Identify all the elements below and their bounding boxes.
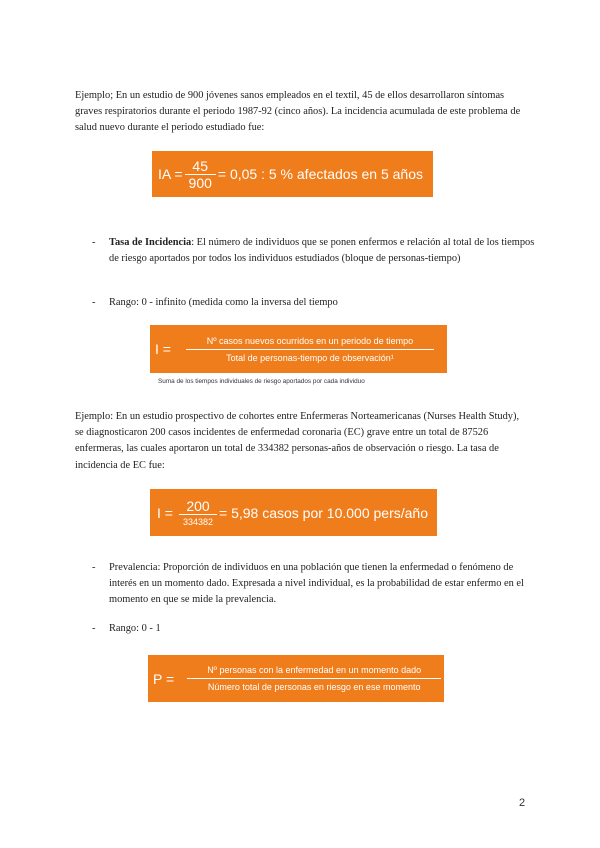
formula-ia-numerator: 45	[192, 157, 208, 174]
formula-ia-lhs: IA =	[158, 166, 183, 182]
formula-ia-rhs: = 0,05 : 5 % afectados en 5 años	[217, 166, 423, 182]
tasa-incidencia-term: Tasa de Incidencia	[109, 237, 192, 248]
bullet-tasa-incidencia	[92, 235, 542, 267]
formula-ia-denominator: 900	[185, 174, 216, 191]
formula-i-definition	[150, 325, 447, 373]
rango-2-text: Rango: 0 - 1	[109, 623, 161, 634]
formula-ia	[152, 151, 433, 197]
bullet-rango-2	[92, 621, 542, 637]
formula-i-calc-lhs: I =	[157, 504, 173, 521]
formula-p-lhs: P =	[153, 670, 175, 687]
formula-i-lhs: I =	[155, 341, 171, 357]
formula-i-calc-fraction	[179, 498, 217, 527]
formula-ia-fraction	[185, 158, 216, 191]
formula-footnote: Suma de los tiempos individuales de riesgo aportados por cada individuo	[158, 378, 365, 385]
example-2-paragraph: Ejemplo: En un estudio prospectivo de cohortes entre Enfermeras Norteamericanas (Nurses Health Study), se diagnosticaron 200 casos incidentes de enfermedad coronaria (EC) grave entre un total de 87526 enfermeras, las cuales aportaron un total de 334382 personas-años de observación o riesgo. La tasa de incidencia de EC fue:	[75, 411, 520, 471]
bullet-dash: -	[92, 297, 96, 308]
rango-1-text: Rango: 0 - infinito (medida como la inversa del tiempo	[109, 297, 338, 308]
bullet-rango-1	[92, 295, 542, 311]
formula-i-denominator: Total de personas-tiempo de observación¹	[186, 349, 434, 363]
bullet-dash: -	[92, 623, 96, 634]
page-number: 2	[519, 797, 526, 809]
bullet-prevalencia	[92, 560, 542, 609]
formula-i-fraction	[185, 336, 435, 363]
formula-p-denominator: Número total de personas en riesgo en ese momento	[187, 678, 441, 692]
formula-i-calc-rhs: = 5,98 casos por 10.000 pers/año	[219, 504, 428, 521]
formula-i-numerator: Nº casos nuevos ocurridos en un periodo de tiempo	[206, 335, 414, 346]
formula-i-calculation	[150, 489, 437, 536]
formula-p-numerator: Nº personas con la enfermedad en un momento dado	[207, 665, 422, 675]
prevalencia-text: Prevalencia: Proporción de individuos en una población que tienen la enfermedad o fenómeno de interés en un momento dado. Expresada a nivel individual, es la probabilidad de estar enfermo en el momento en que se mide la prevalencia.	[109, 562, 524, 606]
formula-p-definition	[148, 655, 444, 702]
tasa-incidencia-text: : El número de individuos que se ponen enfermos e relación al total de los tiempos de riesgo aportados por todos los individuos estudiados (bloque de personas-tiempo)	[109, 237, 535, 265]
example-1-paragraph: Ejemplo; En un estudio de 900 jóvenes sanos empleados en el textil, 45 de ellos desarrollaron síntomas graves respiratorios durante el periodo 1987-92 (cinco años). La incidencia acumulada de este problema de salud nuevo durante el periodo estudiado fue:	[75, 90, 521, 134]
formula-p-fraction	[186, 665, 442, 692]
formula-i-calc-numerator: 200	[186, 498, 210, 514]
bullet-dash: -	[92, 562, 96, 573]
formula-i-calc-denominator: 334382	[179, 514, 217, 527]
bullet-dash: -	[92, 237, 96, 248]
